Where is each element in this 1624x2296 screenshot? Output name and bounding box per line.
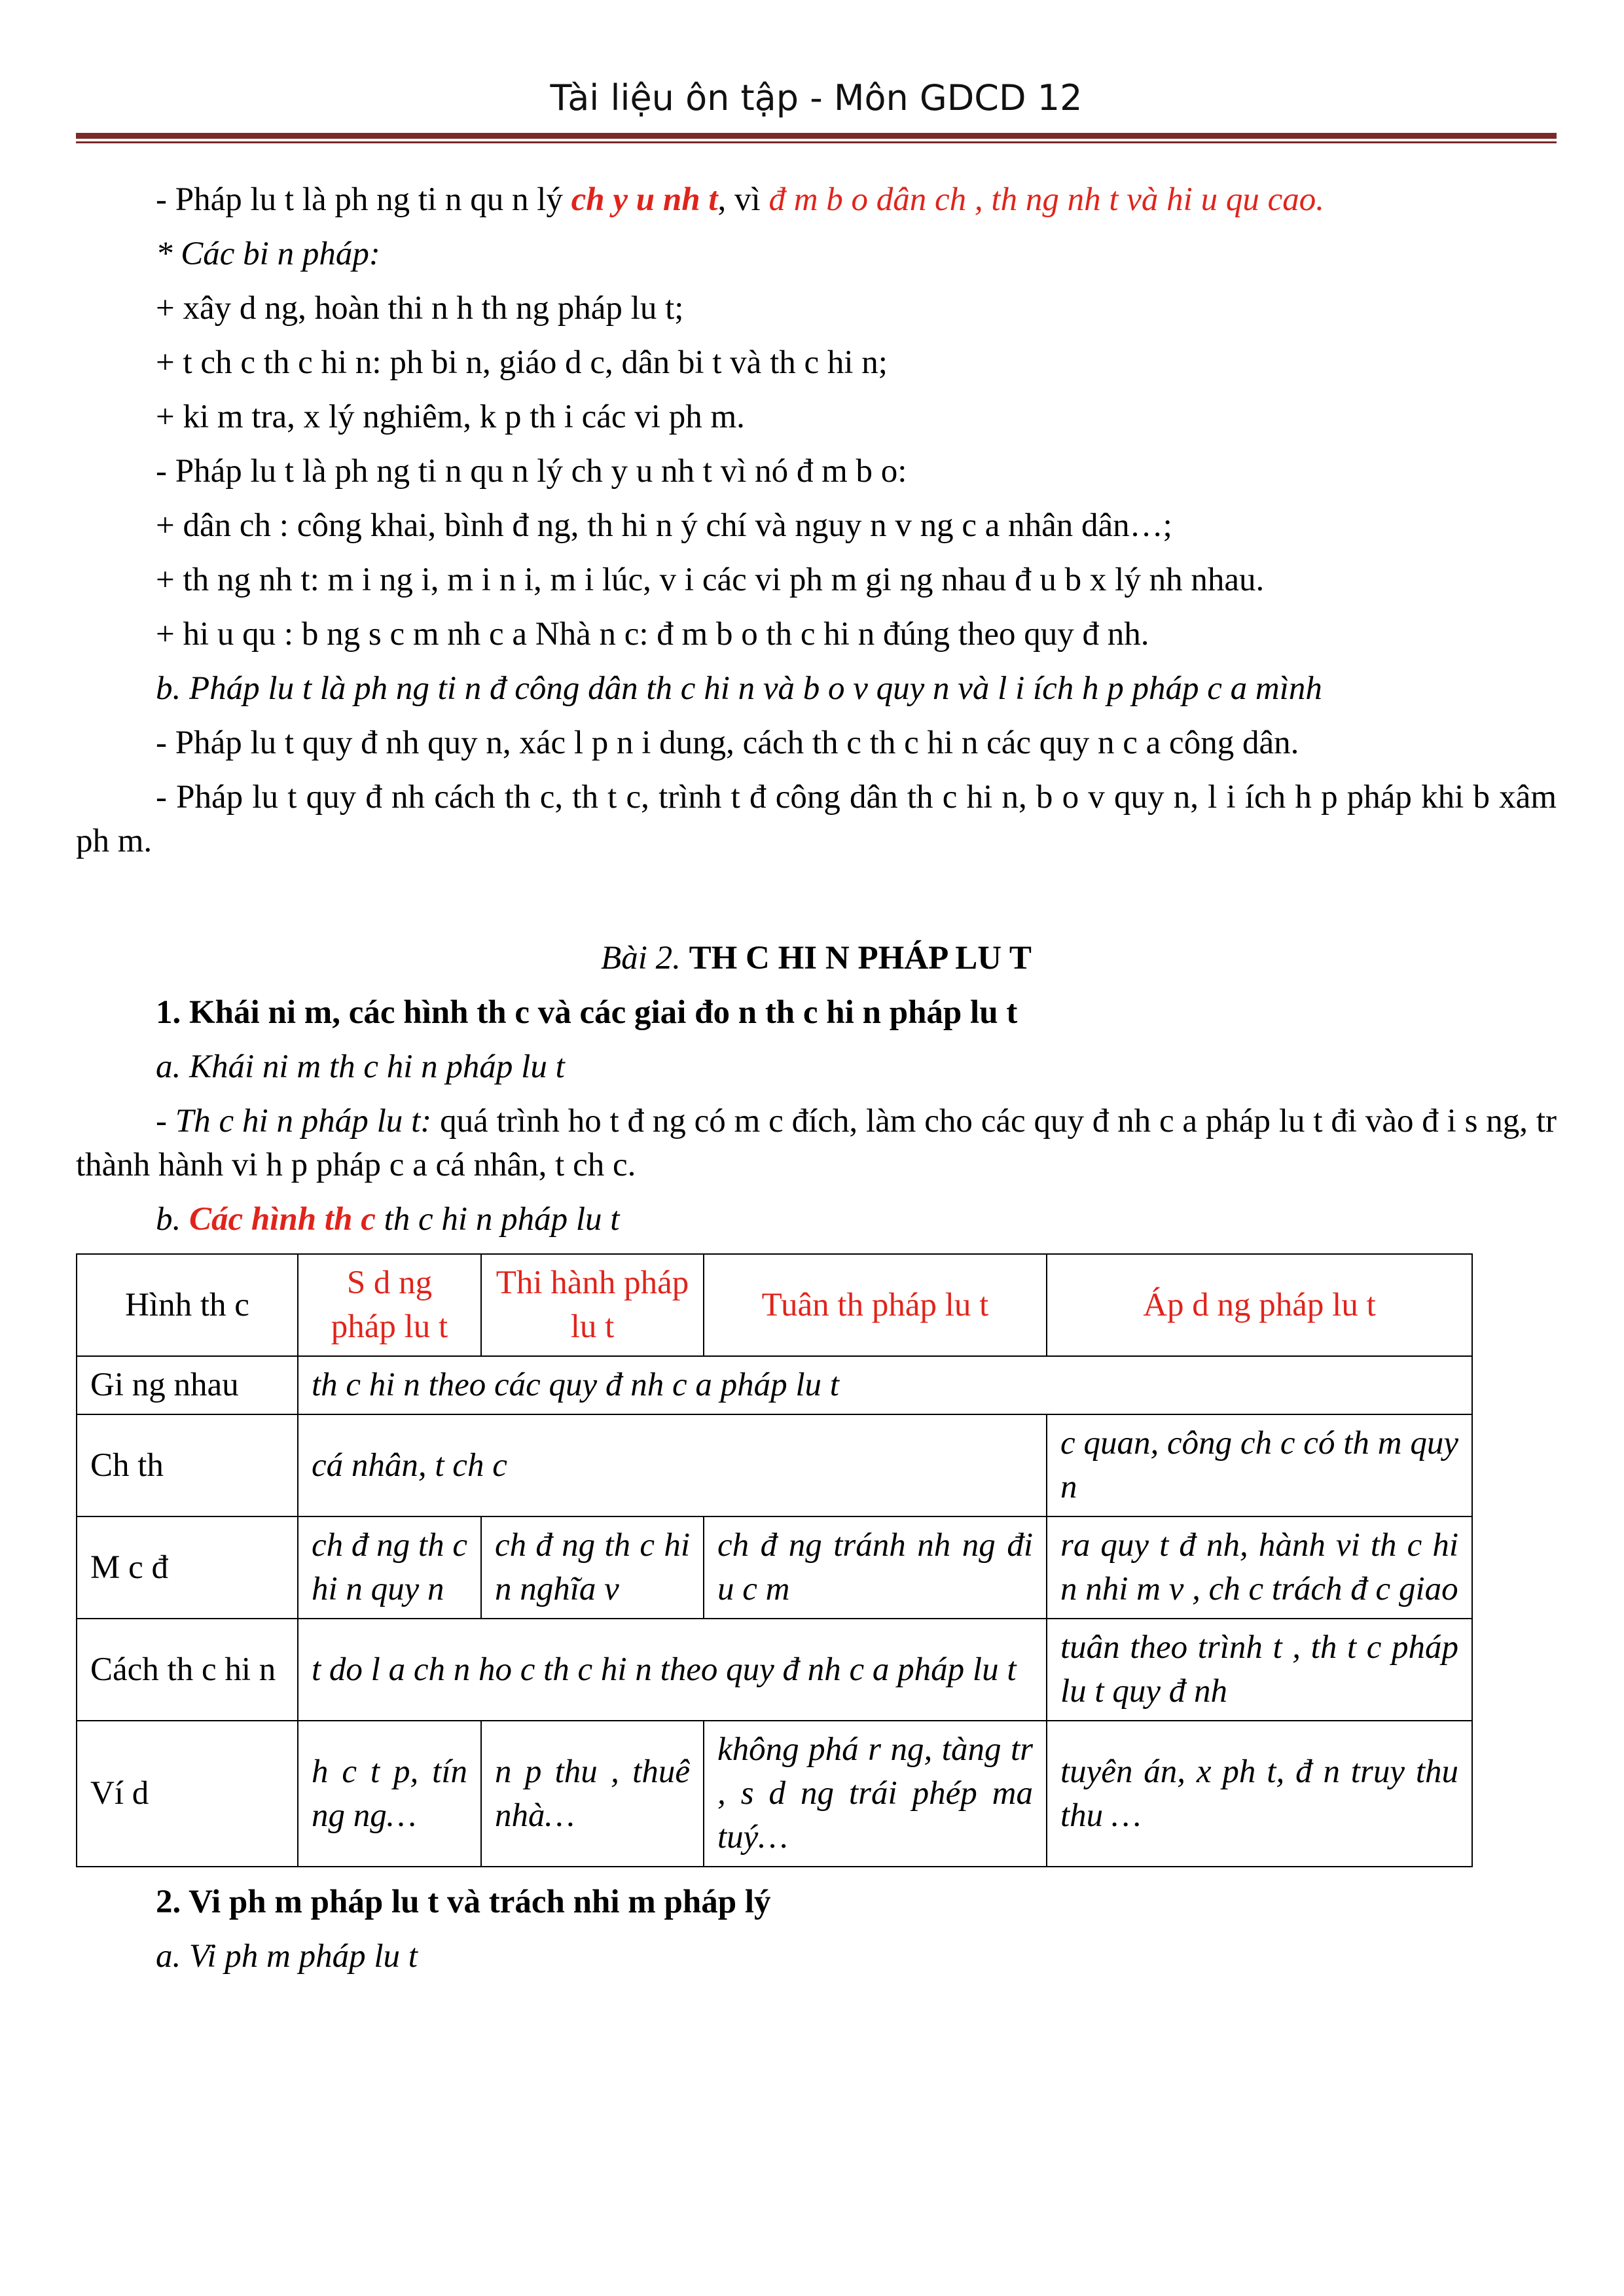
subheading-a2: a. Vi ph m pháp lu t [156, 1938, 418, 1975]
table-cell: tuân theo trình t , th t c pháp lu t quy đ nh [1047, 1619, 1472, 1721]
table-header-cell: S d ng pháp lu t [298, 1254, 481, 1356]
table-cell: tuyên án, x ph t, đ n truy thu thu … [1047, 1721, 1472, 1867]
subheading-a: a. Khái ni m th c hi n pháp lu t [156, 1049, 565, 1085]
table-row [77, 1356, 1472, 1414]
table-row [77, 1619, 1472, 1721]
row-label: Ch th [77, 1414, 298, 1516]
paragraph: - Pháp lu t là ph ng ti n qu n lý ch y u nh t vì nó đ m b o: [156, 453, 907, 490]
subheading-b: b. Pháp lu t là ph ng ti n đ công dân th c hi n và b o v quy n và l i ích h p pháp c a mình [156, 670, 1322, 707]
table-header-cell: Tuân th pháp lu t [704, 1254, 1047, 1356]
table-cell: ch đ ng th c hi n nghĩa v [481, 1516, 704, 1619]
measure-item: + xây d ng, hoàn thi n h th ng pháp lu t; [156, 290, 684, 327]
row-label: M c đ [77, 1516, 298, 1619]
table-cell: không phá r ng, tàng tr , s d ng trái phép ma tuý… [704, 1721, 1047, 1867]
paragraph: + hi u qu : b ng s c m nh c a Nhà n c: đ m b o th c hi n đúng theo quy đ nh. [156, 616, 1149, 653]
header-rule-thin [76, 141, 1557, 143]
paragraph: - Pháp lu t quy đ nh quy n, xác l p n i dung, cách th c th c hi n các quy n c a công dân. [156, 725, 1299, 761]
definition: - Th c hi n pháp lu t: quá trình ho t đ ng có m c đích, làm cho các quy đ nh c a pháp lu t đi vào đ i s ng, tr thành hành vi h p pháp c a cá nhân, t ch c. [76, 1103, 1557, 1183]
table-cell: th c hi n theo các quy đ nh c a pháp lu t [298, 1356, 1472, 1414]
row-label: Ví d [77, 1721, 298, 1867]
lesson-title: Bài 2. TH C HI N PHÁP LU T [601, 940, 1032, 977]
table-header-cell: Áp d ng pháp lu t [1047, 1254, 1472, 1356]
table-cell: h c t p, tín ng ng… [298, 1721, 481, 1867]
table-header-cell: Thi hành pháp lu t [481, 1254, 704, 1356]
table-cell: cá nhân, t ch c [298, 1414, 1047, 1516]
highlight-main: ch y u nh t [571, 181, 718, 218]
measure-item: + t ch c th c hi n: ph bi n, giáo d c, dân bi t và th c hi n; [156, 344, 888, 381]
page-header-title: Tài liệu ôn tập - Môn GDCD 12 [550, 77, 1083, 118]
table-cell: ch đ ng tránh nh ng đi u c m [704, 1516, 1047, 1619]
document-body [76, 178, 1557, 1989]
table-cell: c quan, công ch c có th m quy n [1047, 1414, 1472, 1516]
table-cell: n p thu , thuê nhà… [481, 1721, 704, 1867]
table-header-cell: Hình th c [77, 1254, 298, 1356]
paragraph-main-tool: - Pháp lu t là ph ng ti n qu n lý ch y u nh t, vì đ m b o dân ch , th ng nh t và hi u qu cao. [156, 181, 1324, 218]
table-row [77, 1516, 1472, 1619]
table-row [77, 1721, 1472, 1867]
table-cell: ra quy t đ nh, hành vi th c hi n nhi m v , ch c trách đ c giao [1047, 1516, 1472, 1619]
subheading-b2: b. Các hình th c th c hi n pháp lu t [156, 1201, 620, 1238]
paragraph: + th ng nh t: m i ng i, m i n i, m i lúc, v i các vi ph m gi ng nhau đ u b x lý nh nhau. [156, 562, 1265, 598]
measures-heading: * Các bi n pháp: [156, 236, 380, 272]
section-heading: 1. Khái ni m, các hình th c và các giai đo n th c hi n pháp lu t [156, 994, 1018, 1031]
table-cell: ch đ ng th c hi n quy n [298, 1516, 481, 1619]
paragraph: - Pháp lu t quy đ nh cách th c, th t c, trình t đ công dân th c hi n, b o v quy n, l i ích h p pháp khi b xâm ph m. [76, 779, 1557, 859]
table-row [77, 1414, 1472, 1516]
forms-table [76, 1253, 1473, 1867]
table-row [77, 1254, 1472, 1356]
highlight-reason: đ m b o dân ch , th ng nh t và hi u qu cao. [768, 181, 1324, 218]
table-cell: t do l a ch n ho c th c hi n theo quy đ nh c a pháp lu t [298, 1619, 1047, 1721]
row-label: Gi ng nhau [77, 1356, 298, 1414]
section-heading-2: 2. Vi ph m pháp lu t và trách nhi m pháp lý [156, 1884, 771, 1920]
paragraph: + dân ch : công khai, bình đ ng, th hi n ý chí và nguy n v ng c a nhân dân…; [156, 507, 1172, 544]
header-rule-thick [76, 133, 1557, 139]
row-label: Cách th c hi n [77, 1619, 298, 1721]
measure-item: + ki m tra, x lý nghiêm, k p th i các vi ph m. [156, 399, 745, 435]
